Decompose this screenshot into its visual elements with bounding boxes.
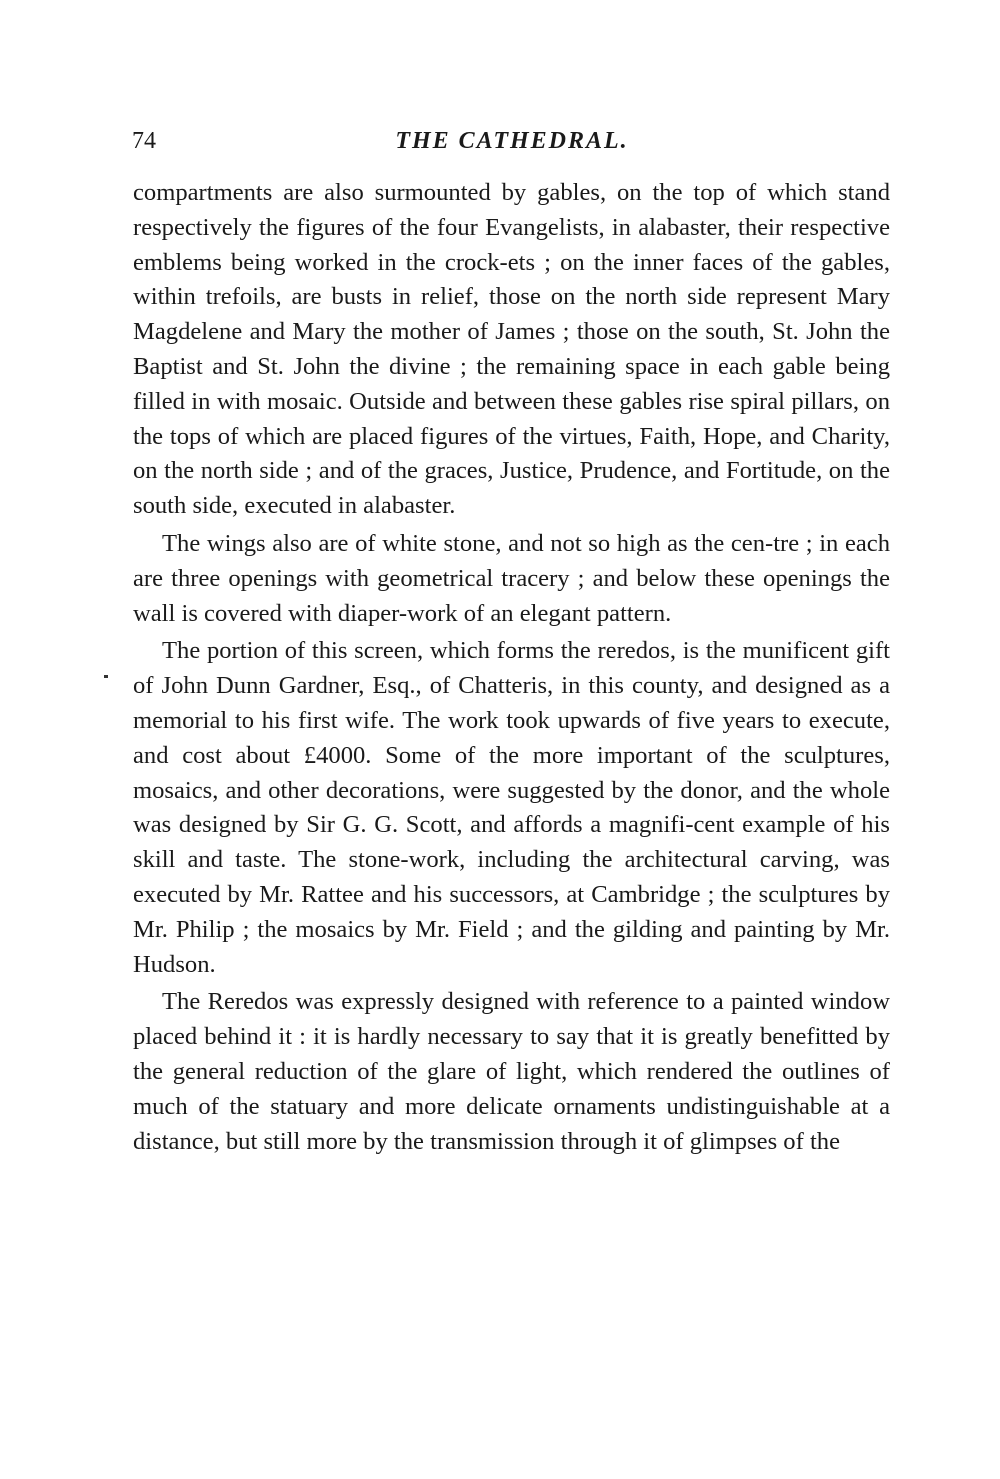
running-title: THE CATHEDRAL. (395, 128, 629, 154)
page-header (132, 128, 892, 160)
stray-ink-mark (104, 675, 108, 678)
paragraph-painted-window: The Reredos was expressly designed with reference to a painted window placed behind it : it is hardly necessary to say that it is greatly benefitted by the general reduction of the glare of light, which rendered the outlines of much of the statuary and more delicate ornaments undistinguishable at a distance, but still more by the transmission through it of glimpses of the (133, 988, 890, 1155)
body-text (133, 176, 890, 1159)
paragraph-wings: The wings also are of white stone, and not so high as the cen-tre ; in each are three openings with geometrical tracery ; and below these openings the wall is covered with diaper-work of an elegant pattern. (133, 529, 890, 627)
paragraph-compartments: compartments are also surmounted by gables, on the top of which stand respectively the figures of the four Evangelists, in alabaster, their respective emblems being worked in the crock-ets ; on the inner faces of the gables, within trefoils, are busts in relief, those on the north side represent Mary Magdelene and Mary the mother of James ; those on the south, St. John the Baptist and St. John the divine ; the remaining space in each gable being filled in with mosaic. Outside and between these gables rise spiral pillars, on the tops of which are placed figures of the virtues, Faith, Hope, and Charity, on the north side ; and of the graces, Justice, Prudence, and Fortitude, on the south side, executed in alabaster. (133, 179, 890, 520)
paragraph-reredos-gift: The portion of this screen, which forms the reredos, is the munificent gift of John Dunn Gardner, Esq., of Chatteris, in this county, and designed as a memorial to his first wife. The work took upwards of five years to execute, and cost about £4000. Some of the more important of the sculptures, mosaics, and other decorations, were suggested by the donor, and the whole was designed by Sir G. G. Scott, and affords a magnifi-cent example of his skill and taste. The stone-work, including the architectural carving, was executed by Mr. Rattee and his successors, at Cambridge ; the sculptures by Mr. Philip ; the mosaics by Mr. Field ; and the gilding and painting by Mr. Hudson. (133, 637, 890, 978)
page-number: 74 (132, 128, 156, 154)
